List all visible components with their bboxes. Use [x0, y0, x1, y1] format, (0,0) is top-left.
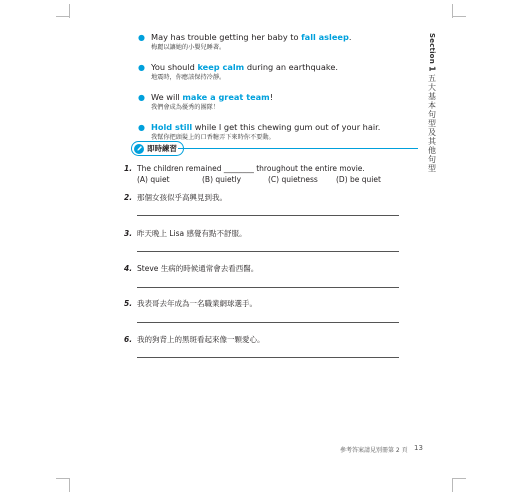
example-chinese: 我們會成為優秀的團隊！ [151, 104, 220, 111]
practice-badge [131, 141, 184, 156]
example-chinese: 我幫你把頭髮上的口香糖弄下來時你不要動。 [151, 134, 275, 141]
bullet-icon: ● [138, 33, 145, 42]
crop-mark [452, 478, 466, 479]
question-3 [124, 228, 247, 239]
question-1 [124, 163, 365, 174]
answer-line [137, 251, 399, 252]
question-number: 1. [124, 164, 133, 173]
example-sentence [138, 31, 418, 53]
example-chinese: 地震時，你應該保持冷靜。 [151, 74, 226, 81]
section-label: Section [428, 33, 436, 64]
example-sentence [138, 121, 418, 143]
crop-mark [56, 478, 70, 479]
option-d: (D) be quiet [336, 175, 381, 184]
practice-title: 即時練習 [147, 144, 177, 153]
page-number: 13 [414, 444, 423, 452]
question-text: 那個女孩似乎高興見到我。 [137, 193, 227, 202]
question-4 [124, 263, 258, 274]
example-sentence-list [138, 31, 418, 151]
highlighted-phrase: keep calm [197, 62, 245, 72]
section-tab [426, 33, 438, 173]
highlighted-phrase: fall asleep [301, 32, 349, 42]
question-number: 6. [124, 335, 133, 344]
question-text: The children remained ________ throughout the entire movie. [137, 164, 365, 173]
example-chinese: 梅麗以讓她的小嬰兒睡著。 [151, 44, 226, 51]
bullet-icon: ● [138, 63, 145, 72]
question-number: 3. [124, 229, 133, 238]
question-6 [124, 334, 265, 345]
crop-mark [56, 16, 70, 17]
crop-mark [452, 16, 466, 17]
question-text: 昨天晚上 Lisa 感覺有點不舒服。 [137, 229, 247, 238]
answer-line [137, 322, 399, 323]
pencil-icon [134, 144, 144, 154]
question-text: Steve 生病的時候通常會去看西醫。 [137, 264, 259, 273]
answer-line [137, 357, 399, 358]
option-b: (B) quietly [202, 175, 242, 184]
highlighted-phrase: make a great team [182, 92, 270, 102]
section-divider [178, 148, 418, 149]
option-a: (A) quiet [137, 175, 170, 184]
example-english: Hold still while I get this chewing gum out of your hair. [151, 122, 381, 132]
question-text: 我的狗背上的黑斑看起來像一顆愛心。 [137, 335, 265, 344]
question-number: 5. [124, 299, 133, 308]
crop-mark [452, 4, 453, 18]
section-number: 1 [427, 65, 437, 72]
example-english: You should keep calm during an earthquake. [151, 62, 338, 72]
answer-line [137, 287, 399, 288]
crop-mark [69, 478, 70, 492]
example-sentence [138, 61, 418, 83]
example-english: We will make a great team! [151, 92, 274, 102]
bullet-icon: ● [138, 123, 145, 132]
answer-reference-note: 參考答案請見別冊第 2 頁 [340, 447, 408, 454]
crop-mark [452, 478, 453, 492]
question-2 [124, 192, 227, 203]
example-sentence [138, 91, 418, 113]
question-number: 4. [124, 264, 133, 273]
bullet-icon: ● [138, 93, 145, 102]
question-5 [124, 298, 257, 309]
example-english: May has trouble getting her baby to fall asleep. [151, 32, 352, 42]
section-title: 五大基本句型及其他句型 [427, 74, 437, 174]
option-c: (C) quietness [268, 175, 318, 184]
answer-line [137, 215, 399, 216]
highlighted-phrase: Hold still [151, 122, 193, 132]
crop-mark [69, 4, 70, 18]
question-number: 2. [124, 193, 133, 202]
question-text: 我表哥去年成為一名職業網球選手。 [137, 299, 257, 308]
